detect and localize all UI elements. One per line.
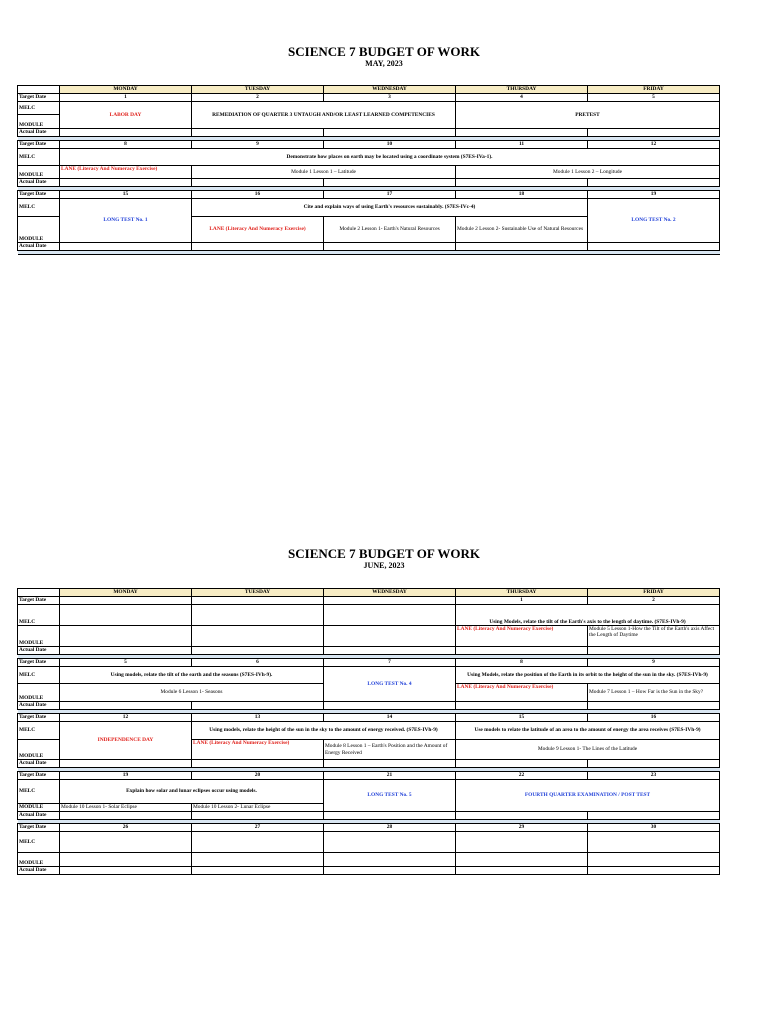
header-blank <box>18 86 60 94</box>
date-cell: 16 <box>588 714 720 722</box>
module-label: MODULE <box>18 115 60 129</box>
date-cell: 5 <box>588 94 720 102</box>
may-day-header <box>18 86 720 94</box>
melc-label: MELC <box>18 199 60 217</box>
date-cell: 3 <box>324 94 456 102</box>
date-cell: 29 <box>456 824 588 832</box>
melc-label: MELC <box>18 102 60 115</box>
module-cell: Module 2 Lesson 2- Sustainable Use of Natural Resources <box>456 217 588 243</box>
empty-cell <box>324 605 456 626</box>
target-date-label: Target Date <box>18 94 60 102</box>
may-month: MAY, 2023 <box>365 59 403 68</box>
module-cell: Module 7 Lesson 1 – How Far is the Sun in the Sky? <box>588 684 720 702</box>
module-cell: Module 10 Lesson 1- Solar Eclipse <box>60 804 192 812</box>
long-test-1-cell: LONG TEST No. 1 <box>60 199 192 243</box>
date-cell: 15 <box>456 714 588 722</box>
actual-date-cell <box>324 760 456 768</box>
pretest-cell: PRETEST <box>456 102 720 129</box>
date-cell: 11 <box>456 141 588 149</box>
date-cell: 26 <box>60 824 192 832</box>
melc-cell: Using models, relate the height of the sun in the sky to the amount of energy received. (S7ES-IVh-9) <box>192 722 456 740</box>
module-label: MODULE <box>18 626 60 647</box>
actual-date-cell <box>60 243 192 251</box>
fourth-quarter-exam-cell: FOURTH QUARTER EXAMINATION / POST TEST <box>456 780 720 812</box>
module-cell: Module 1 Lesson 2 – Longitude <box>456 166 720 179</box>
date-cell: 30 <box>588 824 720 832</box>
june-table <box>17 588 720 875</box>
date-cell: 19 <box>60 772 192 780</box>
actual-date-cell <box>60 647 192 655</box>
empty-cell <box>192 853 324 867</box>
june-day-header <box>18 589 720 597</box>
date-cell: 21 <box>324 772 456 780</box>
header-monday: MONDAY <box>60 589 192 597</box>
actual-date-cell <box>192 647 324 655</box>
target-date-label: Target Date <box>18 714 60 722</box>
module-label: MODULE <box>18 684 60 702</box>
actual-date-cell <box>324 243 456 251</box>
may-table <box>17 85 720 255</box>
actual-date-cell <box>324 647 456 655</box>
actual-date-cell <box>192 812 324 820</box>
actual-date-cell <box>60 867 192 875</box>
long-test-4-cell: LONG TEST No. 4 <box>324 667 456 702</box>
module-cell: Module 5 Lesson 1-How the Tilt of the Earth's axis Affect the Length of Daytime <box>588 626 720 647</box>
date-cell: 14 <box>324 714 456 722</box>
actual-date-cell <box>60 702 192 710</box>
actual-date-cell <box>588 812 720 820</box>
module-cell: Module 8 Lesson 1 – Earth's Position and the Amount of Energy Received <box>324 740 456 760</box>
target-date-label: Target Date <box>18 597 60 605</box>
target-date-label: Target Date <box>18 191 60 199</box>
long-test-2-cell: LONG TEST No. 2 <box>588 199 720 243</box>
melc-cell: Using Models, relate the position of the Earth in its orbit to the height of the sun in the sky. (S7ES-IVh-9) <box>456 667 720 684</box>
actual-date-cell <box>192 179 324 187</box>
lane-cell <box>192 217 324 243</box>
empty-cell <box>60 853 192 867</box>
date-cell: 2 <box>588 597 720 605</box>
actual-date-cell <box>456 179 588 187</box>
melc-cell: Using models, relate the tilt of the earth and the seasons (S7ES-IVh-9). <box>60 667 324 684</box>
actual-date-cell <box>456 760 588 768</box>
melc-cell: Cite and explain ways of using Earth's resources sustainably. (S7ES-IVc-4) <box>192 199 588 217</box>
header-friday: FRIDAY <box>588 86 720 94</box>
independence-day-cell: INDEPENDENCE DAY <box>60 722 192 760</box>
date-cell: 9 <box>588 659 720 667</box>
header-thursday: THURSDAY <box>456 589 588 597</box>
june-title: SCIENCE 7 BUDGET OF WORK <box>288 546 480 561</box>
melc-label: MELC <box>18 149 60 166</box>
actual-date-cell <box>324 867 456 875</box>
melc-label: MELC <box>18 832 60 853</box>
actual-date-cell <box>192 129 324 137</box>
date-cell: 9 <box>192 141 324 149</box>
header-friday: FRIDAY <box>588 589 720 597</box>
module-cell: Module 9 Lesson 1- The Lines of the Latitude <box>456 740 720 760</box>
actual-date-cell <box>324 129 456 137</box>
lane-cell <box>192 740 324 760</box>
header-blank <box>18 589 60 597</box>
date-cell: 12 <box>588 141 720 149</box>
actual-date-cell <box>192 760 324 768</box>
actual-date-cell <box>588 702 720 710</box>
target-date-label: Target Date <box>18 141 60 149</box>
actual-date-label: Actual Date <box>18 179 60 187</box>
actual-date-cell <box>60 812 192 820</box>
date-cell: 6 <box>192 659 324 667</box>
date-cell: 12 <box>60 714 192 722</box>
date-cell: 28 <box>324 824 456 832</box>
actual-date-cell <box>588 129 720 137</box>
actual-date-cell <box>456 812 588 820</box>
target-date-label: Target Date <box>18 659 60 667</box>
actual-date-label: Actual Date <box>18 760 60 768</box>
date-cell: 13 <box>192 714 324 722</box>
empty-cell <box>456 853 588 867</box>
module-label: MODULE <box>18 853 60 867</box>
empty-cell <box>588 853 720 867</box>
date-cell: 15 <box>60 191 192 199</box>
date-cell: 1 <box>60 94 192 102</box>
melc-label: MELC <box>18 667 60 684</box>
melc-cell: Explain how solar and lunar eclipses occur using models. <box>60 780 324 804</box>
lane-cell <box>456 684 588 702</box>
date-cell: 10 <box>324 141 456 149</box>
actual-date-label: Actual Date <box>18 867 60 875</box>
actual-date-cell <box>60 179 192 187</box>
module-cell: Module 2 Lesson 1- Earth's Natural Resources <box>324 217 456 243</box>
date-cell: 8 <box>456 659 588 667</box>
date-cell <box>324 597 456 605</box>
actual-date-cell <box>324 179 456 187</box>
empty-cell <box>324 832 456 853</box>
date-cell: 1 <box>456 597 588 605</box>
melc-cell: Using Models, relate the tilt of the Earth's axis to the length of daytime. (S7ES-IVh-9) <box>456 605 720 626</box>
date-cell: 23 <box>588 772 720 780</box>
lane-text: LANE (Literacy And Numeracy Exercise) <box>457 626 554 632</box>
lane-cell <box>456 626 588 647</box>
header-thursday: THURSDAY <box>456 86 588 94</box>
melc-label: MELC <box>18 605 60 626</box>
target-date-row <box>18 94 720 102</box>
actual-date-cell <box>324 702 456 710</box>
empty-cell <box>588 832 720 853</box>
actual-date-cell <box>588 867 720 875</box>
empty-cell <box>60 605 192 626</box>
date-cell: 19 <box>588 191 720 199</box>
header-monday: MONDAY <box>60 86 192 94</box>
date-cell: 27 <box>192 824 324 832</box>
actual-date-cell <box>192 702 324 710</box>
empty-cell <box>60 832 192 853</box>
actual-date-cell <box>192 867 324 875</box>
date-cell: 8 <box>60 141 192 149</box>
module-cell: Module 10 Lesson 2- Lunar Eclipse <box>192 804 324 812</box>
melc-label: MELC <box>18 780 60 804</box>
empty-cell <box>192 605 324 626</box>
actual-date-cell <box>456 647 588 655</box>
lane-text: LANE (Literacy And Numeracy Exercise) <box>457 684 554 690</box>
empty-cell <box>192 832 324 853</box>
melc-cell: Demonstrate how places on earth may be located using a coordinate system (S7ES-IVa-1). <box>60 149 720 166</box>
empty-cell <box>456 832 588 853</box>
module-label: MODULE <box>18 804 60 812</box>
week-separator <box>18 251 720 255</box>
lane-text: LANE (Literacy And Numeracy Exercise) <box>209 226 306 233</box>
actual-date-cell <box>588 647 720 655</box>
empty-cell <box>192 626 324 647</box>
long-test-5-cell: LONG TEST No. 5 <box>324 780 456 812</box>
date-cell: 4 <box>456 94 588 102</box>
date-cell: 17 <box>324 191 456 199</box>
actual-date-cell <box>192 243 324 251</box>
date-cell <box>192 597 324 605</box>
actual-date-cell <box>60 760 192 768</box>
labor-day-cell: LABOR DAY <box>60 102 192 129</box>
date-cell: 5 <box>60 659 192 667</box>
header-wednesday: WEDNESDAY <box>324 589 456 597</box>
actual-date-cell <box>456 129 588 137</box>
target-date-label: Target Date <box>18 772 60 780</box>
lane-text: LANE (Literacy And Numeracy Exercise) <box>193 740 290 746</box>
date-cell: 22 <box>456 772 588 780</box>
lane-text: LANE (Literacy And Numeracy Exercise) <box>61 166 158 172</box>
actual-date-cell <box>588 243 720 251</box>
actual-date-cell <box>324 812 456 820</box>
actual-date-label: Actual Date <box>18 702 60 710</box>
empty-cell <box>324 853 456 867</box>
date-cell: 2 <box>192 94 324 102</box>
module-label: MODULE <box>18 166 60 179</box>
actual-date-cell <box>456 702 588 710</box>
actual-date-label: Actual Date <box>18 812 60 820</box>
module-label: MODULE <box>18 217 60 243</box>
actual-date-label: Actual Date <box>18 243 60 251</box>
header-tuesday: TUESDAY <box>192 86 324 94</box>
header-wednesday: WEDNESDAY <box>324 86 456 94</box>
empty-cell <box>324 626 456 647</box>
actual-date-cell <box>456 243 588 251</box>
actual-date-label: Actual Date <box>18 129 60 137</box>
may-title: SCIENCE 7 BUDGET OF WORK <box>288 44 480 59</box>
module-label: MODULE <box>18 740 60 760</box>
actual-date-cell <box>456 867 588 875</box>
actual-date-cell <box>588 179 720 187</box>
melc-cell: Use models to relate the latitude of an area to the amount of energy the area receives (S7ES-IVh-9) <box>456 722 720 740</box>
module-cell: Module 1 Lesson 1 – Latitude <box>192 166 456 179</box>
empty-cell <box>60 626 192 647</box>
remediation-cell: REMEDIATION OF QUARTER 3 UNTAUGH AND/OR LEAST LEARNED COMPETENCIES <box>192 102 456 129</box>
date-cell: 18 <box>456 191 588 199</box>
date-cell <box>60 597 192 605</box>
melc-label: MELC <box>18 722 60 740</box>
date-cell: 16 <box>192 191 324 199</box>
module-cell: Module 6 Lesson 1- Seasons <box>60 684 324 702</box>
date-cell: 7 <box>324 659 456 667</box>
header-tuesday: TUESDAY <box>192 589 324 597</box>
june-month: JUNE, 2023 <box>363 561 405 570</box>
actual-date-cell <box>60 129 192 137</box>
actual-date-label: Actual Date <box>18 647 60 655</box>
target-date-label: Target Date <box>18 824 60 832</box>
date-cell: 20 <box>192 772 324 780</box>
lane-cell <box>60 166 192 179</box>
actual-date-cell <box>588 760 720 768</box>
